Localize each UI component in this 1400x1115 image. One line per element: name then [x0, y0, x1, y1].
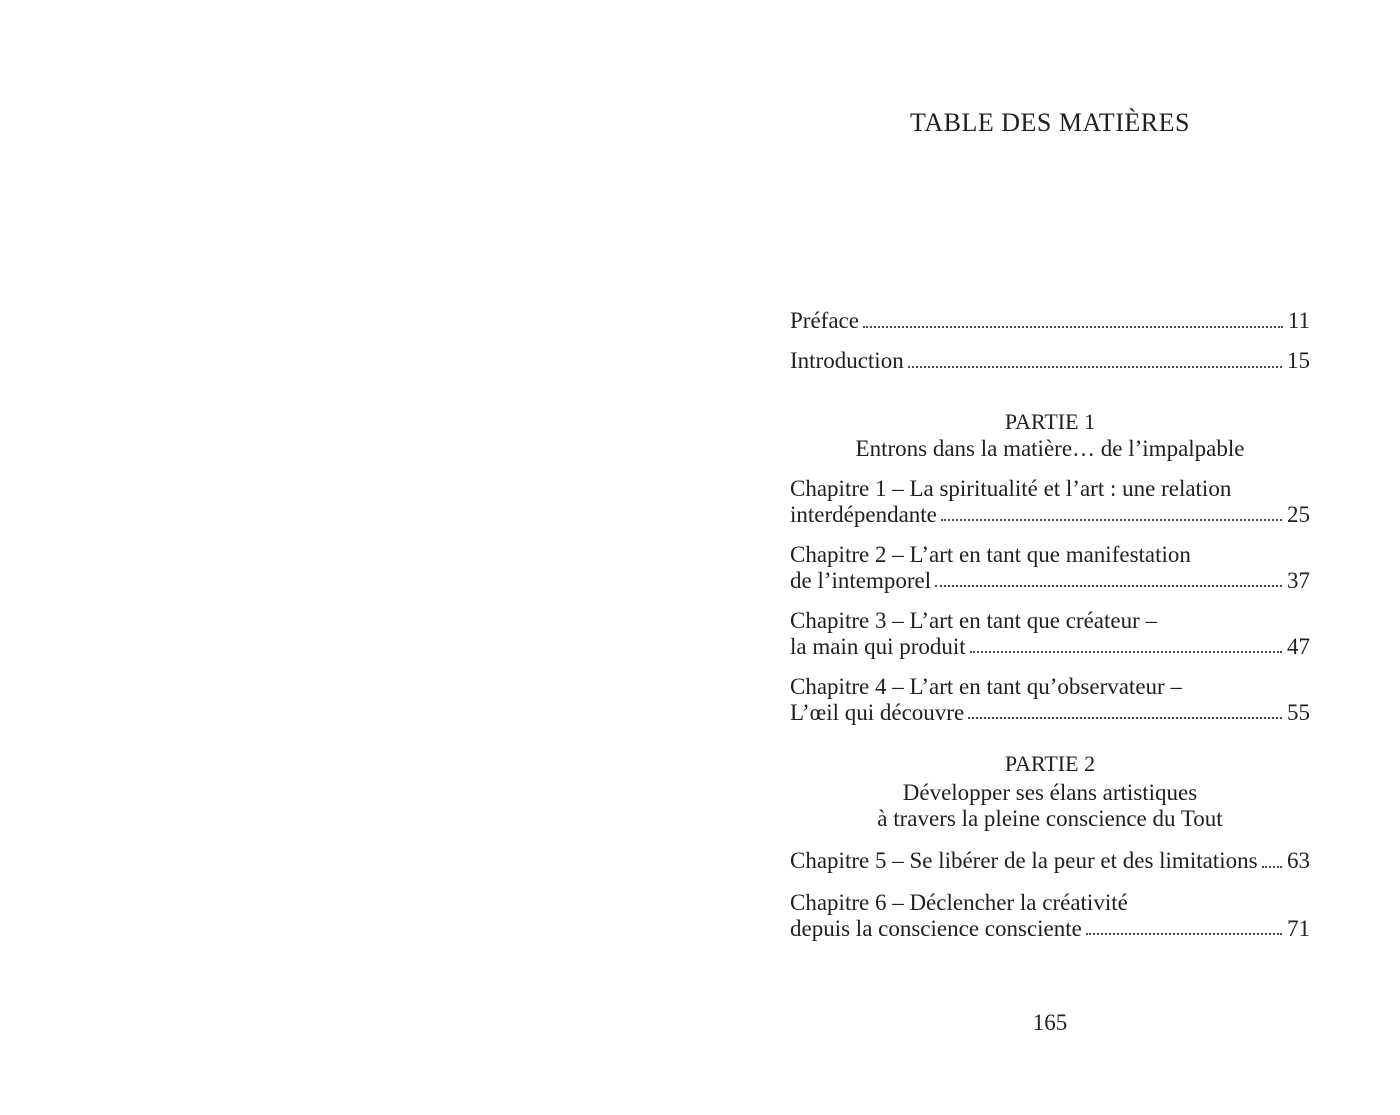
part-1-subtitle [790, 436, 1310, 462]
chapter-title-line: Chapitre 5 – Se libérer de la peur et des limitations [790, 848, 1258, 873]
entry-page-number: 11 [1287, 308, 1310, 333]
dot-leader [863, 326, 1283, 328]
toc-entry-chapter-6 [790, 890, 1310, 942]
dot-leader [1086, 933, 1282, 935]
entry-page-number: 37 [1287, 568, 1310, 593]
dot-leader [1262, 866, 1282, 868]
page-folio-number: 165 [1032, 1010, 1068, 1035]
chapter-title-line: Chapitre 4 – L’art en tant qu’observateur – [790, 674, 1182, 699]
chapter-page-row [790, 916, 1310, 942]
chapter-title-continuation: depuis la conscience consciente [790, 916, 1082, 941]
chapter-title-continuation: L’œil qui découvre [790, 700, 965, 725]
part-2-subtitle-line: à travers la pleine conscience du Tout [877, 806, 1223, 831]
toc-entry-chapter-1 [790, 476, 1310, 528]
chapter-title-continuation: la main qui produit [790, 634, 966, 659]
part-2-subtitle [790, 780, 1310, 832]
chapter-page-row [790, 700, 1310, 726]
toc-title: TABLE DES MATIÈRES [910, 108, 1190, 137]
front-matter-list [790, 306, 1310, 376]
chapter-title-line: Chapitre 3 – L’art en tant que créateur – [790, 608, 1158, 633]
chapter-title-line: Chapitre 2 – L’art en tant que manifestation [790, 542, 1191, 567]
part-1-subtitle-line: Entrons dans la matière… de l’impalpable [855, 436, 1245, 461]
toc-entry-chapter-3 [790, 608, 1310, 660]
chapter-page-row [790, 502, 1310, 528]
entry-page-number: 63 [1287, 848, 1310, 873]
toc-entry-chapter-4 [790, 674, 1310, 726]
dot-leader [935, 585, 1282, 587]
part-2-heading: PARTIE 2 [1004, 751, 1096, 776]
chapter-title-continuation: de l’intemporel [790, 568, 932, 593]
toc-entry-chapter-2 [790, 542, 1310, 594]
entry-page-number: 55 [1287, 700, 1310, 725]
dot-leader [970, 651, 1282, 653]
chapter-page-row [790, 568, 1310, 594]
chapter-title-line: Chapitre 6 – Déclencher la créativité [790, 890, 1128, 915]
entry-page-number: 71 [1287, 916, 1310, 941]
part-2-subtitle-line: Développer ses élans artistiques [902, 780, 1198, 805]
chapter-page-row [790, 634, 1310, 660]
dot-leader [941, 519, 1282, 521]
toc-entry-preface [790, 306, 1310, 336]
entry-page-number: 25 [1287, 502, 1310, 527]
toc-entry-chapter-5 [790, 846, 1310, 876]
entry-page-number: 47 [1287, 634, 1310, 659]
dot-leader [968, 717, 1282, 719]
entry-page-number: 15 [1287, 348, 1310, 373]
toc-entry-introduction [790, 346, 1310, 376]
entry-label: Préface [790, 308, 859, 333]
part-1-heading: PARTIE 1 [1004, 409, 1096, 434]
chapter-title-line: Chapitre 1 – La spiritualité et l’art : une relation [790, 476, 1232, 501]
dot-leader [908, 366, 1282, 368]
chapter-title-continuation: interdépendante [790, 502, 937, 527]
entry-label: Introduction [790, 348, 904, 373]
table-of-contents [790, 0, 1310, 1036]
chapter-page-row [790, 846, 1310, 876]
